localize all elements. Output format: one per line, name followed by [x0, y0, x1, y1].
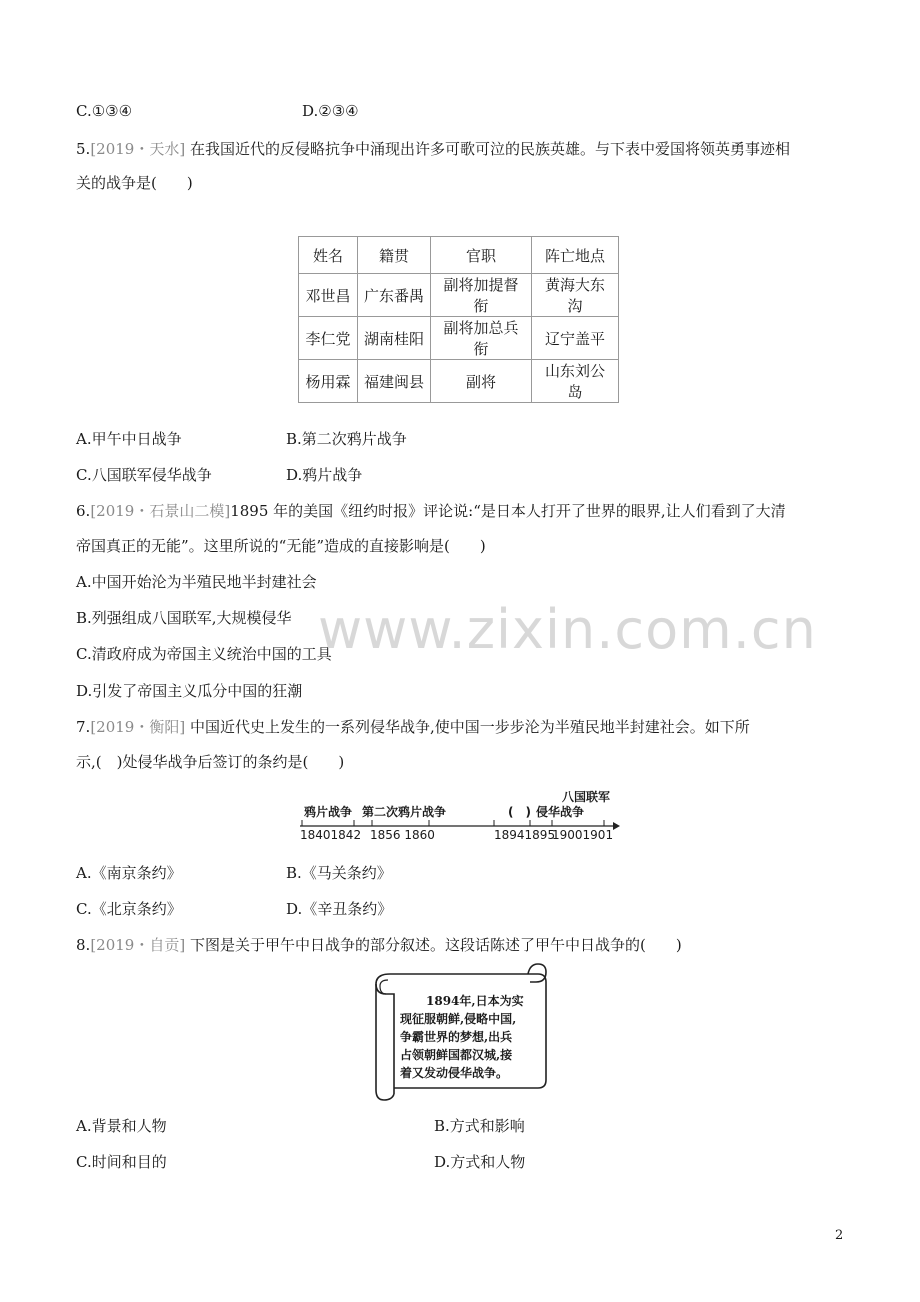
- q7-stem-line1: [76, 716, 750, 737]
- q6-source: [2019・石景山二模]: [90, 502, 231, 520]
- table-row: [299, 274, 619, 317]
- q7-stem-line2: 示,( )处侵华战争后签订的条约是( ): [76, 753, 345, 771]
- table-cell: 湖南桂阳: [358, 317, 431, 360]
- q7-option-d: D.《辛丑条约》: [286, 900, 393, 918]
- table-cell: 广东番禺: [358, 274, 431, 317]
- table-cell: 杨用霖: [299, 360, 358, 403]
- q8-stem-text: 下图是关于甲午中日战争的部分叙述。这段话陈述了甲午中日战争的( ): [189, 936, 682, 954]
- scroll-text-line: 着又发动侵华战争。: [400, 1066, 509, 1080]
- q8-stem-line: [76, 934, 682, 955]
- timeline-year: 19001901: [552, 828, 614, 842]
- scroll-text-line: 占领朝鲜国都汉城,接: [400, 1048, 513, 1062]
- q5-stem-text: 在我国近代的反侵略抗争中涌现出许多可歌可泣的民族英雄。与下表中爱国将领英勇事迹相: [189, 140, 790, 158]
- page-number: 2: [835, 1228, 844, 1243]
- q6-option-b: B.列强组成八国联军,大规模侵华: [76, 609, 292, 627]
- q7-source: [2019・衡阳]: [90, 718, 186, 736]
- table-header-cell: 籍贯: [358, 237, 431, 274]
- table-cell: 副将: [431, 360, 532, 403]
- timeline-label-eight-nation: 八国联军: [562, 790, 611, 804]
- q5-stem-line1: [76, 138, 790, 159]
- q5-option-a: A.甲午中日战争: [76, 430, 182, 448]
- q5-option-d: D.鸦片战争: [286, 466, 363, 484]
- scroll-text-line: 现征服朝鲜,侵略中国,: [400, 1012, 517, 1026]
- q8-option-c: C.时间和目的: [76, 1153, 167, 1171]
- q6-stem-line1: [76, 500, 786, 521]
- timeline-label-blank: ( ): [508, 805, 531, 819]
- q7-option-b: B.《马关条约》: [286, 864, 392, 882]
- table-cell: 黄海大东沟: [532, 274, 619, 317]
- q6-option-a: A.中国开始沦为半殖民地半封建社会: [76, 573, 317, 591]
- table-cell: 副将加总兵衔: [431, 317, 532, 360]
- table-cell: 辽宁盖平: [532, 317, 619, 360]
- q5-stem-line2: 关的战争是( ): [76, 174, 193, 192]
- q6-option-c: C.清政府成为帝国主义统治中国的工具: [76, 645, 332, 663]
- q8-option-b: B.方式和影响: [434, 1117, 525, 1135]
- q8-source: [2019・自贡]: [90, 936, 186, 954]
- q8-number: 8.: [76, 936, 91, 954]
- timeline-year: 18401842: [300, 828, 362, 842]
- q5-number: 5.: [76, 140, 91, 158]
- q7-stem-text: 中国近代史上发生的一系列侵华战争,使中国一步步沦为半殖民地半封建社会。如下所: [189, 718, 750, 736]
- table-cell: 山东刘公岛: [532, 360, 619, 403]
- q5-option-c: C.八国联军侵华战争: [76, 466, 212, 484]
- scroll-text-line: 1894年,日本为实: [426, 994, 524, 1008]
- q7-number: 7.: [76, 718, 91, 736]
- q5-option-b: B.第二次鸦片战争: [286, 430, 407, 448]
- watermark: www.zixin.com.cn: [318, 598, 817, 661]
- scroll-text: [400, 992, 540, 1082]
- table-cell: 福建闽县: [358, 360, 431, 403]
- q4-option-d: D.②③④: [302, 102, 359, 120]
- scroll-text-line: 争霸世界的梦想,出兵: [400, 1030, 513, 1044]
- timeline-label-second-opium-war: 第二次鸦片战争: [362, 805, 447, 819]
- table-row: [299, 360, 619, 403]
- q6-stem-text: 1895 年的美国《纽约时报》评论说:“是日本人打开了世界的眼界,让人们看到了大清: [230, 502, 786, 520]
- table-cell: 邓世昌: [299, 274, 358, 317]
- q7-option-c: C.《北京条约》: [76, 900, 182, 918]
- q4-option-c: C.①③④: [76, 102, 133, 120]
- timeline-arrow-icon: [613, 822, 620, 830]
- q7-option-a: A.《南京条约》: [76, 864, 182, 882]
- table-row: [299, 317, 619, 360]
- q8-option-a: A.背景和人物: [76, 1117, 167, 1135]
- table-header-cell: 官职: [431, 237, 532, 274]
- q6-number: 6.: [76, 502, 91, 520]
- table-cell: 李仁党: [299, 317, 358, 360]
- table-cell: 副将加提督衔: [431, 274, 532, 317]
- table-header-cell: 阵亡地点: [532, 237, 619, 274]
- timeline-label-opium-war: 鸦片战争: [304, 805, 353, 819]
- q8-option-d: D.方式和人物: [434, 1153, 526, 1171]
- q6-stem-line2: 帝国真正的无能”。这里所说的“无能”造成的直接影响是( ): [76, 537, 486, 555]
- scroll-inner-curl: [380, 980, 388, 994]
- q6-option-d: D.引发了帝国主义瓜分中国的狂潮: [76, 682, 303, 700]
- table-header-row: [299, 237, 619, 274]
- heroes-table: [298, 236, 619, 403]
- table-header-cell: 姓名: [299, 237, 358, 274]
- timeline-year: 1856 1860: [370, 828, 435, 842]
- timeline-label-invasion: 侵华战争: [536, 805, 585, 819]
- q5-source: [2019・天水]: [90, 140, 186, 158]
- timeline-year: 18941895: [494, 828, 556, 842]
